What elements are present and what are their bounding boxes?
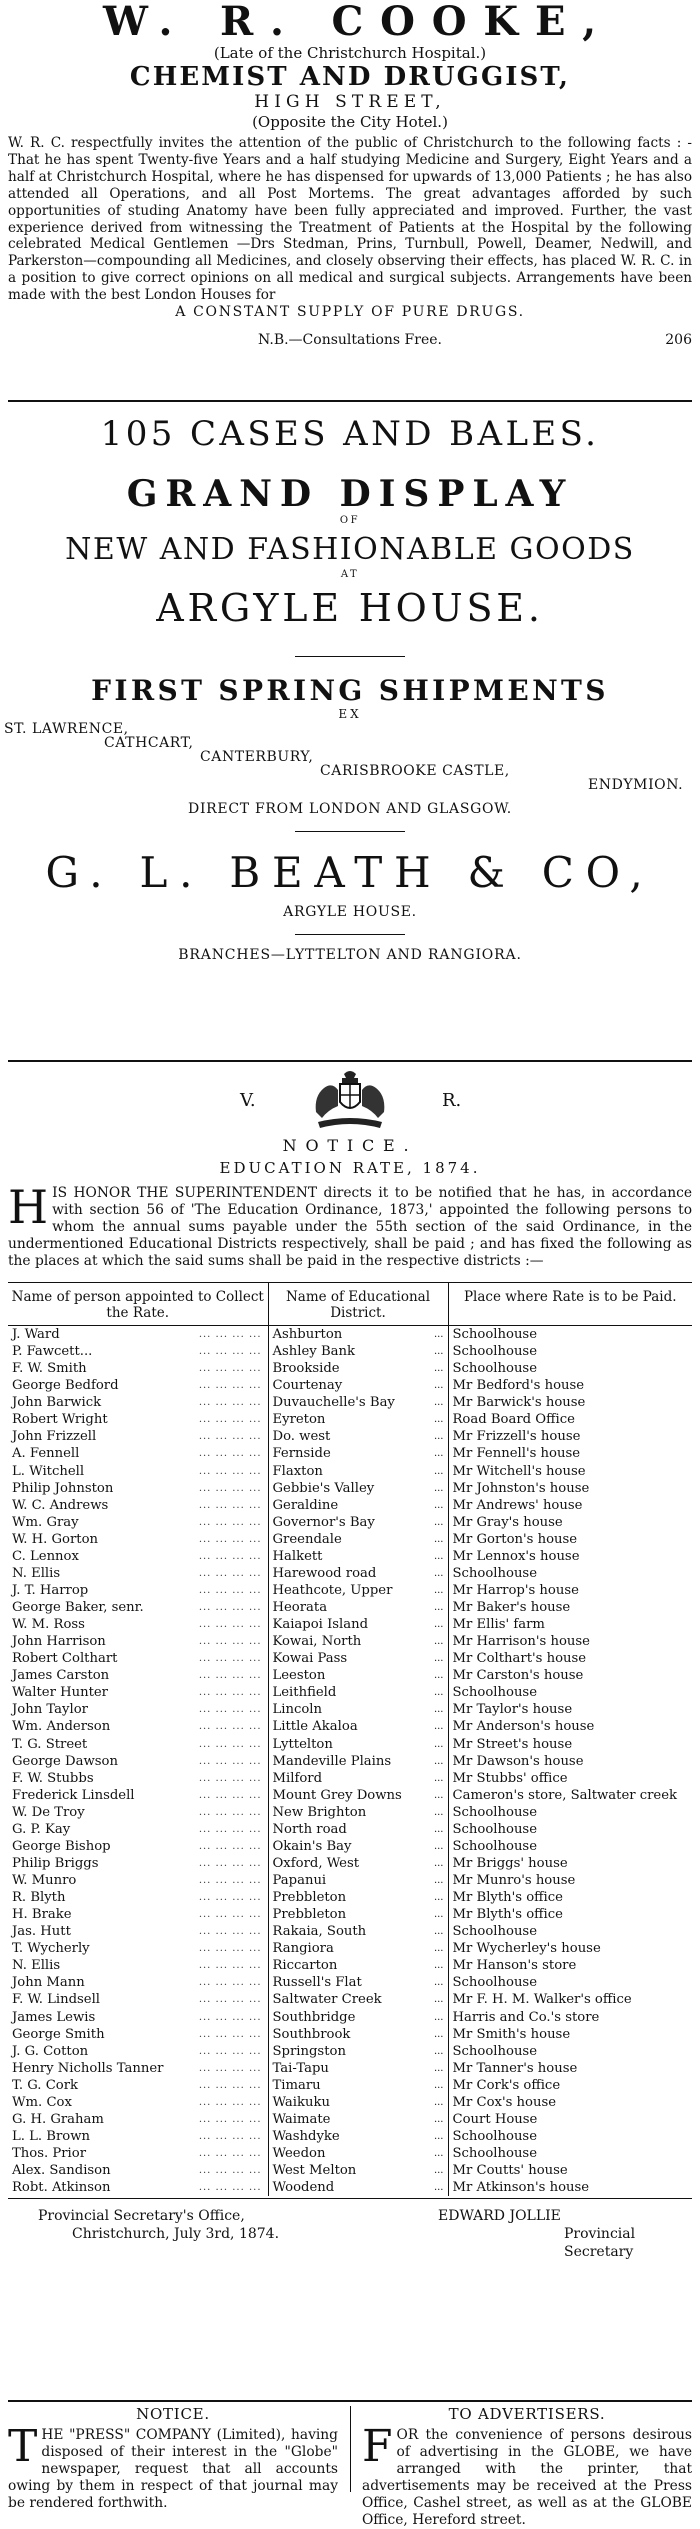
ex-label: EX: [338, 707, 362, 721]
collector-name: Alex. Sandison ...: [8, 2162, 268, 2179]
district-name: Russell's Flat ...: [268, 1974, 448, 1991]
table-row: [8, 1855, 692, 1872]
collector-name: W. M. Ross ...: [8, 1616, 268, 1633]
collector-name: N. Ellis ...: [8, 1957, 268, 1974]
district-name: Okain's Bay ...: [268, 1838, 448, 1855]
cooke-body-text: W. R. C. respectfully invites the attention of the public of Christchurch to the following facts : -That he has spent Twenty-five Years and a half studying Medicine and Surgery, Eight Years and a half at Christchurch Hospital, where he has dispensed for upwards of 13,000 Patients ; he has also attended all Operations, and all Post Mortems. The great advantages afforded by such opportunities of studing Anatomy have been fully appreciated and improved. Further, the vast experience derived from witnessing the Treatment of Patients at the Hospital by the following celebrated Medical Gentlemen —Drs Stedman, Prins, Turnbull, Powell, Deamer, Nedwill, and Parkerston—compounding all Medicines, and closely observing their effects, has placed W. R. C. in a position to give correct opinions on all medical and surgical subjects. Arrangements have been made with the best London Houses for: [8, 135, 692, 304]
district-name: Brookside ...: [268, 1360, 448, 1377]
bottom-columns: [8, 2405, 692, 2528]
beath-advertisement: [4, 400, 692, 1060]
district-name: Mandeville Plains ...: [268, 1753, 448, 1770]
payment-place: Mr Frizzell's house: [448, 1428, 692, 1445]
payment-place: Mr Andrews' house: [448, 1497, 692, 1514]
payment-place: Mr Stubbs' office: [448, 1770, 692, 1787]
column-divider: [350, 2406, 351, 2492]
table-row: [8, 1411, 692, 1428]
short-rule: [295, 831, 405, 832]
district-name: Heathcote, Upper ...: [268, 1582, 448, 1599]
table-body: [8, 1326, 692, 2197]
district-name: Weedon ...: [268, 2145, 448, 2162]
collector-name: George Dawson ...: [8, 1753, 268, 1770]
collector-name: C. Lennox ...: [8, 1548, 268, 1565]
collector-name: L. L. Brown ...: [8, 2128, 268, 2145]
collector-name: Philip Johnston ...: [8, 1480, 268, 1497]
collector-name: J. T. Harrop ...: [8, 1582, 268, 1599]
cooke-name: W. R. COOKE,: [103, 0, 613, 45]
collector-name: T. G. Cork ...: [8, 2077, 268, 2094]
cooke-ref-number: 206: [665, 332, 692, 349]
payment-place: Mr Cork's office: [448, 2077, 692, 2094]
divider: [8, 2400, 692, 2402]
table-row: [8, 1821, 692, 1838]
table-row: [8, 1582, 692, 1599]
payment-place: Mr Briggs' house: [448, 1855, 692, 1872]
ship-name: CARISBROOKE CASTLE,: [320, 763, 510, 779]
royal-coat-of-arms-icon: [308, 1068, 392, 1132]
collectors-table: [8, 1282, 692, 2196]
district-name: Eyreton ...: [268, 1411, 448, 1428]
table-row: [8, 1463, 692, 1480]
payment-place: Mr Harrison's house: [448, 1633, 692, 1650]
table-row: [8, 1667, 692, 1684]
column-header: Name of Educational District.: [268, 1283, 448, 1326]
table-row: [8, 2077, 692, 2094]
signer-title: Provincial Secretary: [564, 2226, 636, 2261]
district-name: Milford ...: [268, 1770, 448, 1787]
royal-arms-row: [8, 1066, 692, 1136]
argyle-house-heading: ARGYLE HOUSE.: [156, 586, 544, 630]
collector-name: A. Fennell ...: [8, 1445, 268, 1462]
payment-place: Road Board Office: [448, 1411, 692, 1428]
collector-name: P. Fawcett... ...: [8, 1343, 268, 1360]
v-letter: V.: [240, 1090, 256, 1111]
collector-name: F. W. Smith ...: [8, 1360, 268, 1377]
payment-place: Schoolhouse: [448, 2043, 692, 2060]
table-row: [8, 1548, 692, 1565]
drop-cap: H: [8, 1180, 49, 1234]
payment-place: Mr Coutts' house: [448, 2162, 692, 2179]
payment-place: Mr Barwick's house: [448, 1394, 692, 1411]
district-name: Little Akaloa ...: [268, 1718, 448, 1735]
district-name: Waimate ...: [268, 2111, 448, 2128]
column-header: Place where Rate is to be Paid.: [448, 1283, 692, 1326]
table-row: [8, 1377, 692, 1394]
table-row: [8, 1497, 692, 1514]
direct-from: DIRECT FROM LONDON AND GLASGOW.: [188, 801, 512, 817]
grand-display: GRAND DISPLAY: [126, 473, 574, 515]
table-row: [8, 1514, 692, 1531]
of-label: OF: [339, 515, 361, 526]
table-row: [8, 1974, 692, 1991]
short-rule: [295, 656, 405, 657]
table-row: [8, 2043, 692, 2060]
education-notice: [8, 1066, 692, 2261]
payment-place: Mr Anderson's house: [448, 1718, 692, 1735]
district-name: Mount Grey Downs ...: [268, 1787, 448, 1804]
table-row: [8, 2111, 692, 2128]
payment-place: Mr Baker's house: [448, 1599, 692, 1616]
ship-name: ENDYMION.: [588, 777, 684, 793]
district-name: Prebbleton ...: [268, 1906, 448, 1923]
payment-place: Mr Johnston's house: [448, 1480, 692, 1497]
payment-place: Court House: [448, 2111, 692, 2128]
payment-place: Schoolhouse: [448, 1684, 692, 1701]
table-row: [8, 1923, 692, 1940]
district-name: Geraldine ...: [268, 1497, 448, 1514]
district-name: Harewood road ...: [268, 1565, 448, 1582]
press-notice: [8, 2406, 338, 2512]
table-row: [8, 1718, 692, 1735]
collector-name: George Smith ...: [8, 2026, 268, 2043]
payment-place: Mr Blyth's office: [448, 1906, 692, 1923]
payment-place: Mr Blyth's office: [448, 1889, 692, 1906]
collector-name: Jas. Hutt ...: [8, 1923, 268, 1940]
district-name: Rakaia, South ...: [268, 1923, 448, 1940]
district-name: Greendale ...: [268, 1531, 448, 1548]
press-notice-title: NOTICE.: [136, 2405, 210, 2423]
district-name: Kaiapoi Island ...: [268, 1616, 448, 1633]
collector-name: John Taylor ...: [8, 1701, 268, 1718]
collector-name: J. Ward ...: [8, 1326, 268, 1344]
collector-name: George Bishop ...: [8, 1838, 268, 1855]
district-name: Southbridge ...: [268, 2009, 448, 2026]
collector-name: G. P. Kay ...: [8, 1821, 268, 1838]
at-label: AT: [340, 569, 360, 580]
payment-place: Mr F. H. M. Walker's office: [448, 1991, 692, 2008]
district-name: Leithfield ...: [268, 1684, 448, 1701]
district-name: Oxford, West ...: [268, 1855, 448, 1872]
table-row: [8, 1804, 692, 1821]
table-row: [8, 1787, 692, 1804]
payment-place: Mr Munro's house: [448, 1872, 692, 1889]
intro-text: IS HONOR THE SUPERINTENDENT directs it to be notified that he has, in accordance with section 56 of 'The Education Ordinance, 1873,' appointed the following persons to whom the annual sums payable under the 55th section of the said Ordinance, in the undermentioned Educational Districts respectively, shall be paid ; and has fixed the following as the places at which the said sums shall be paid in the respective districts :—: [8, 1185, 692, 1269]
cooke-supply: A CONSTANT SUPPLY OF PURE DRUGS.: [175, 304, 525, 321]
district-name: Ashburton ...: [268, 1326, 448, 1344]
district-name: Springston ...: [268, 2043, 448, 2060]
table-row: [8, 2179, 692, 2196]
collector-name: Wm. Cox ...: [8, 2094, 268, 2111]
collector-name: H. Brake ...: [8, 1906, 268, 1923]
collector-name: J. G. Cotton ...: [8, 2043, 268, 2060]
payment-place: Mr Colthart's house: [448, 1650, 692, 1667]
table-row: [8, 1906, 692, 1923]
table-row: [8, 2060, 692, 2077]
collector-name: Frederick Linsdell ...: [8, 1787, 268, 1804]
table-row: [8, 2026, 692, 2043]
cooke-nb: N.B.—Consultations Free.: [258, 332, 442, 349]
district-name: Do. west ...: [268, 1428, 448, 1445]
ship-name: CATHCART,: [104, 735, 194, 751]
r-letter: R.: [442, 1090, 462, 1111]
table-row: [8, 2145, 692, 2162]
district-name: Kowai, North ...: [268, 1633, 448, 1650]
payment-place: Mr Witchell's house: [448, 1463, 692, 1480]
payment-place: Schoolhouse: [448, 1838, 692, 1855]
district-name: Fernside ...: [268, 1445, 448, 1462]
payment-place: Schoolhouse: [448, 2128, 692, 2145]
payment-place: Mr Carston's house: [448, 1667, 692, 1684]
table-row: [8, 2094, 692, 2111]
table-row: [8, 1565, 692, 1582]
branches: BRANCHES—LYTTELTON AND RANGIORA.: [178, 947, 522, 963]
payment-place: Mr Lennox's house: [448, 1548, 692, 1565]
spring-shipments: FIRST SPRING SHIPMENTS: [91, 674, 609, 707]
collector-name: Robert Colthart ...: [8, 1650, 268, 1667]
payment-place: Schoolhouse: [448, 1326, 692, 1344]
education-rate-title: EDUCATION RATE, 1874.: [219, 1159, 481, 1177]
collector-name: Walter Hunter ...: [8, 1684, 268, 1701]
new-goods-heading: NEW AND FASHIONABLE GOODS: [65, 532, 635, 567]
advertisers-title: TO ADVERTISERS.: [448, 2405, 606, 2423]
signer-name: EDWARD JOLLIE: [438, 2208, 561, 2225]
district-name: Timaru ...: [268, 2077, 448, 2094]
table-row: [8, 1770, 692, 1787]
table-row: [8, 1991, 692, 2008]
collector-name: F. W. Stubbs ...: [8, 1770, 268, 1787]
payment-place: Mr Dawson's house: [448, 1753, 692, 1770]
payment-place: Mr Harrop's house: [448, 1582, 692, 1599]
payment-place: Mr Bedford's house: [448, 1377, 692, 1394]
table-row: [8, 1736, 692, 1753]
table-row: [8, 1326, 692, 1344]
payment-place: Mr Fennell's house: [448, 1445, 692, 1462]
table-row: [8, 1684, 692, 1701]
district-name: Kowai Pass ...: [268, 1650, 448, 1667]
district-name: Southbrook ...: [268, 2026, 448, 2043]
table-row: [8, 1394, 692, 1411]
collector-name: Thos. Prior ...: [8, 2145, 268, 2162]
collector-name: John Harrison ...: [8, 1633, 268, 1650]
payment-place: Schoolhouse: [448, 1343, 692, 1360]
collector-name: Wm. Anderson ...: [8, 1718, 268, 1735]
payment-place: Mr Hanson's store: [448, 1957, 692, 1974]
table-row: [8, 1838, 692, 1855]
district-name: Prebbleton ...: [268, 1889, 448, 1906]
cooke-opposite: (Opposite the City Hotel.): [252, 113, 448, 131]
district-name: Leeston ...: [268, 1667, 448, 1684]
table-bottom-rule: [8, 2198, 692, 2199]
district-name: Courtenay ...: [268, 1377, 448, 1394]
payment-place: Cameron's store, Saltwater creek: [448, 1787, 692, 1804]
table-row: [8, 1957, 692, 1974]
collector-name: Robert Wright ...: [8, 1411, 268, 1428]
table-row: [8, 1599, 692, 1616]
cooke-street: HIGH STREET,: [254, 92, 446, 112]
divider: [8, 1060, 692, 1062]
table-row: [8, 1616, 692, 1633]
cooke-title: CHEMIST AND DRUGGIST,: [129, 62, 571, 92]
district-name: Lyttelton ...: [268, 1736, 448, 1753]
payment-place: Harris and Co.'s store: [448, 2009, 692, 2026]
district-name: Riccarton ...: [268, 1957, 448, 1974]
cooke-late-note: (Late of the Christchurch Hospital.): [213, 44, 487, 62]
payment-place: Mr Cox's house: [448, 2094, 692, 2111]
collector-name: T. Wycherly ...: [8, 1940, 268, 1957]
collector-name: L. Witchell ...: [8, 1463, 268, 1480]
district-name: New Brighton ...: [268, 1804, 448, 1821]
district-name: Washdyke ...: [268, 2128, 448, 2145]
payment-place: Mr Smith's house: [448, 2026, 692, 2043]
collector-name: Robt. Atkinson ...: [8, 2179, 268, 2196]
table-row: [8, 1343, 692, 1360]
collector-name: John Barwick ...: [8, 1394, 268, 1411]
district-name: Heorata ...: [268, 1599, 448, 1616]
collector-name: T. G. Street ...: [8, 1736, 268, 1753]
table-row: [8, 1531, 692, 1548]
payment-place: Schoolhouse: [448, 1804, 692, 1821]
collector-name: Wm. Gray ...: [8, 1514, 268, 1531]
district-name: Rangiora ...: [268, 1940, 448, 1957]
payment-place: Mr Wycherley's house: [448, 1940, 692, 1957]
firm-address: ARGYLE HOUSE.: [283, 904, 417, 920]
payment-place: Mr Taylor's house: [448, 1701, 692, 1718]
drop-cap: F: [362, 2421, 393, 2472]
notice-heading: NOTICE.: [282, 1136, 418, 1155]
district-name: Governor's Bay ...: [268, 1514, 448, 1531]
collector-name: James Carston ...: [8, 1667, 268, 1684]
office-line: Provincial Secretary's Office,: [38, 2208, 245, 2225]
collector-name: George Bedford ...: [8, 1377, 268, 1394]
collector-name: James Lewis ...: [8, 2009, 268, 2026]
district-name: Halkett ...: [268, 1548, 448, 1565]
district-name: Papanui ...: [268, 1872, 448, 1889]
advertisers-text: OR the convenience of persons desirous of advertising in the GLOBE, we have arranged with the printer, that advertisements may be received at the Press Office, Cashel street, as well as at the GLOBE Office, Hereford street.: [362, 2427, 692, 2528]
table-row: [8, 1480, 692, 1497]
collector-name: W. H. Gorton ...: [8, 1531, 268, 1548]
payment-place: Mr Atkinson's house: [448, 2179, 692, 2196]
collector-name: Henry Nicholls Tanner ...: [8, 2060, 268, 2077]
district-name: Tai-Tapu ...: [268, 2060, 448, 2077]
payment-place: Mr Street's house: [448, 1736, 692, 1753]
table-row: [8, 1753, 692, 1770]
table-row: [8, 1940, 692, 1957]
table-row: [8, 1889, 692, 1906]
payment-place: Schoolhouse: [448, 1565, 692, 1582]
collector-name: G. H. Graham ...: [8, 2111, 268, 2128]
district-name: Saltwater Creek ...: [268, 1991, 448, 2008]
table-row: [8, 2162, 692, 2179]
ship-name: ST. LAWRENCE,: [4, 721, 129, 737]
district-name: Gebbie's Valley ...: [268, 1480, 448, 1497]
collector-name: John Frizzell ...: [8, 1428, 268, 1445]
collector-name: John Mann ...: [8, 1974, 268, 1991]
collector-name: F. W. Lindsell ...: [8, 1991, 268, 2008]
table-row: [8, 2009, 692, 2026]
payment-place: Schoolhouse: [448, 1923, 692, 1940]
table-row: [8, 1633, 692, 1650]
payment-place: Schoolhouse: [448, 1974, 692, 1991]
payment-place: Schoolhouse: [448, 1821, 692, 1838]
collector-name: W. C. Andrews ...: [8, 1497, 268, 1514]
advertisers-notice: [362, 2406, 692, 2529]
notice-intro: [8, 1180, 692, 1270]
date-line: Christchurch, July 3rd, 1874.: [72, 2226, 280, 2243]
table-row: [8, 1872, 692, 1889]
table-row: [8, 2128, 692, 2145]
short-rule: [295, 934, 405, 935]
column-header: Name of person appointed to Collect the Rate.: [8, 1283, 268, 1326]
payment-place: Schoolhouse: [448, 1360, 692, 1377]
payment-place: Mr Gray's house: [448, 1514, 692, 1531]
district-name: Woodend ...: [268, 2179, 448, 2196]
cases-heading: 105 CASES AND BALES.: [100, 414, 600, 454]
district-name: West Melton ...: [268, 2162, 448, 2179]
table-row: [8, 1650, 692, 1667]
cooke-advertisement: [8, 0, 692, 398]
collector-name: N. Ellis ...: [8, 1565, 268, 1582]
district-name: Waikuku ...: [268, 2094, 448, 2111]
district-name: Lincoln ...: [268, 1701, 448, 1718]
payment-place: Mr Ellis' farm: [448, 1616, 692, 1633]
collector-name: Philip Briggs ...: [8, 1855, 268, 1872]
district-name: Ashley Bank ...: [268, 1343, 448, 1360]
notice-footer: [8, 2207, 692, 2261]
drop-cap: T: [8, 2421, 38, 2472]
payment-place: Mr Tanner's house: [448, 2060, 692, 2077]
table-row: [8, 1360, 692, 1377]
ship-list: [4, 721, 692, 801]
district-name: Duvauchelle's Bay ...: [268, 1394, 448, 1411]
district-name: North road ...: [268, 1821, 448, 1838]
ship-name: CANTERBURY,: [200, 749, 314, 765]
district-name: Flaxton ...: [268, 1463, 448, 1480]
payment-place: Schoolhouse: [448, 2145, 692, 2162]
press-notice-text: HE "PRESS" COMPANY (Limited), having disposed of their interest in the "Globe" newspaper, request that all accounts owing by them in respect of that journal may be rendered forthwith.: [8, 2427, 338, 2511]
table-row: [8, 1428, 692, 1445]
payment-place: Mr Gorton's house: [448, 1531, 692, 1548]
collector-name: R. Blyth ...: [8, 1889, 268, 1906]
table-row: [8, 1445, 692, 1462]
table-row: [8, 1701, 692, 1718]
collector-name: George Baker, senr. ...: [8, 1599, 268, 1616]
collector-name: W. Munro ...: [8, 1872, 268, 1889]
beath-firm-name: G. L. BEATH & CO,: [45, 848, 655, 897]
collector-name: W. De Troy ...: [8, 1804, 268, 1821]
